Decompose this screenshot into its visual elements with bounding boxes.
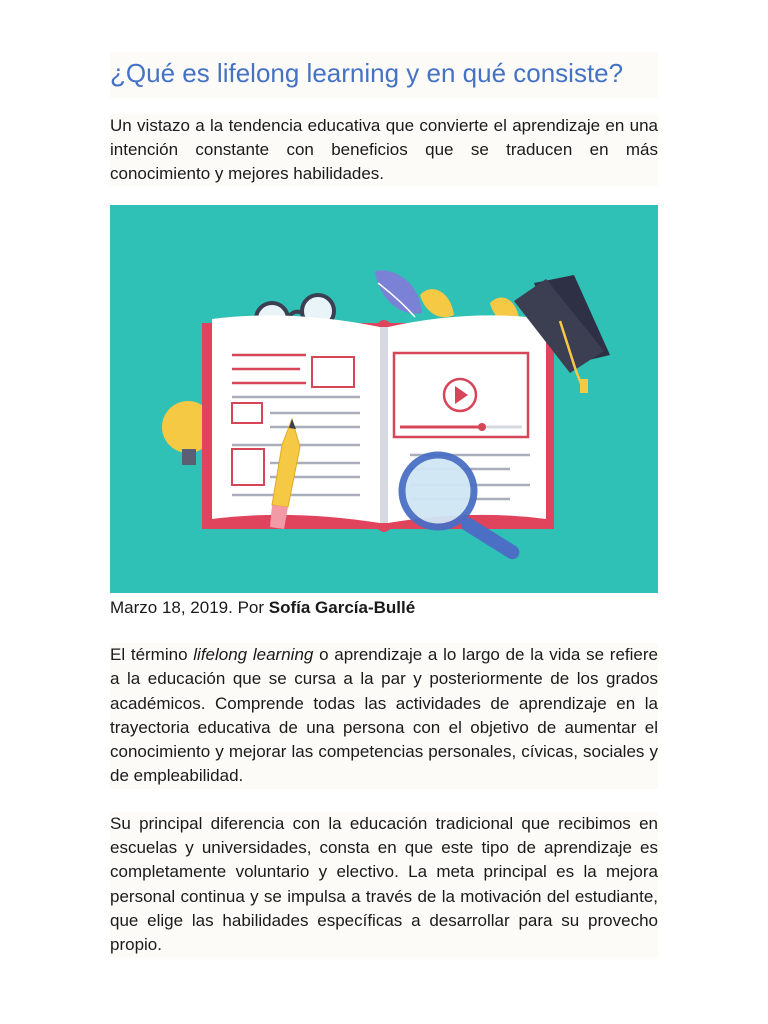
hero-illustration [110, 205, 658, 593]
paragraph-1-rest: o aprendizaje a lo largo de la vida se refiere a la educación que se cursa a la par y posteriormente de los grados académicos. Comprende todas las actividades de aprendizaje en la trayectoria educativa de una persona con el objetivo de aumentar el conocimiento y mejorar las competencias personales, cívicas, sociales y de empleabilidad. [110, 645, 658, 786]
paragraph-1-term: lifelong learning [193, 645, 314, 664]
paragraph-2: Su principal diferencia con la educación tradicional que recibimos en escuelas y universidades, consta en que este tipo de aprendizaje es completamente voluntario y electivo. La meta principal es la mejora personal continua y se impulsa a través de la motivación del estudiante, que elige las habilidades específicas a desarrollar para su provecho propio. [110, 813, 658, 955]
author-name: Sofía García-Bullé [268, 598, 416, 617]
subtitle-band [110, 114, 658, 186]
article-subtitle: Un vistazo a la tendencia educativa que convierte el aprendizaje en una intención constante con beneficios que se traducen en más conocimiento y mejores habilidades. [110, 116, 658, 183]
title-band [110, 52, 658, 98]
body-band-1 [110, 643, 658, 789]
article-byline [110, 595, 658, 621]
article [110, 52, 658, 958]
article-title: ¿Qué es lifelong learning y en qué consiste? [110, 58, 624, 88]
paragraph-1 [110, 643, 658, 789]
paragraph-1-start: El término [110, 645, 194, 664]
publish-date: Marzo 18, 2019. Por [110, 598, 269, 617]
body-band-2 [110, 812, 658, 958]
open-book-icon [202, 315, 554, 532]
